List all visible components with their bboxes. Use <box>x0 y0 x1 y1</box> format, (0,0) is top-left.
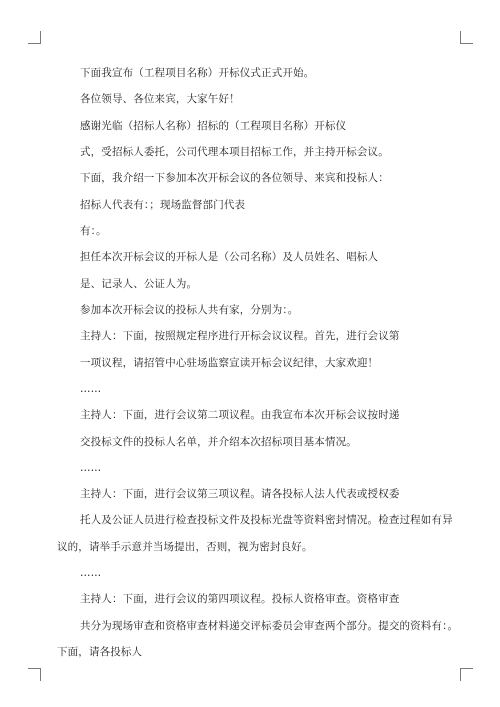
paragraph-line: 共分为现场审查和资格审查材料递交评标委员会审查两个部分。提交的资料有：。 <box>80 619 459 632</box>
paragraph-line: 议的，请举手示意并当场提出，否则，视为密封良好。 <box>57 540 313 553</box>
paragraph-line: 下面我宣布（工程项目名称）开标仪式正式开始。 <box>80 67 315 79</box>
paragraph-line: 主持人：下面，按照规定程序进行开标会议议程。首先，进行会议第 <box>80 330 400 343</box>
paragraph-line: 下面，请各投标人 <box>57 646 143 658</box>
ellipsis-line: …… <box>80 567 102 579</box>
paragraph-line: 托人及公证人员进行检查投标文件及投标光盘等资料密封情况。检查过程如有异 <box>80 514 453 527</box>
paragraph-line: 下面，我介绍一下参加本次开标会议的各位领导、来宾和投标人： <box>80 172 389 185</box>
paragraph-line: 感谢光临（招标人名称）招标的（工程项目名称）开标仪 <box>80 119 347 132</box>
paragraph-line: 式，受招标人委托，公司代理本项目招标工作，并主持开标会议。 <box>80 146 389 158</box>
ellipsis-line: …… <box>80 461 102 474</box>
paragraph-line: 交投标文件的投标人名单，并介绍本次招标项目基本情况。 <box>80 435 357 448</box>
paragraph-line: 各位领导、各位来宾，大家午好！ <box>80 93 240 106</box>
paragraph-line: 主持人：下面，进行会议第三项议程。请各投标人法人代表或授权委 <box>80 488 400 501</box>
paragraph-line: 一项议程，请招管中心驻场监察宣读开标会议纪律，大家欢迎！ <box>80 356 379 369</box>
paragraph-line: 主持人：下面，进行会议的第四项议程。投标人资格审查。资格审查 <box>80 593 400 606</box>
paragraph-line: 有：。 <box>80 224 107 237</box>
paragraph-line: 招标人代表有：；现场监督部门代表 <box>80 198 246 211</box>
paragraph-line: 主持人：下面，进行会议第二项议程。由我宣布本次开标会议按时递 <box>80 409 400 422</box>
paragraph-line: 是、记录人、公证人为。 <box>80 277 198 290</box>
ellipsis-line: …… <box>80 382 102 395</box>
paragraph-line: 参加本次开标会议的投标人共有家，分别为：。 <box>80 303 299 316</box>
paragraph-line: 担任本次开标会议的开标人是（公司名称）及人员姓名、唱标人 <box>80 251 379 264</box>
